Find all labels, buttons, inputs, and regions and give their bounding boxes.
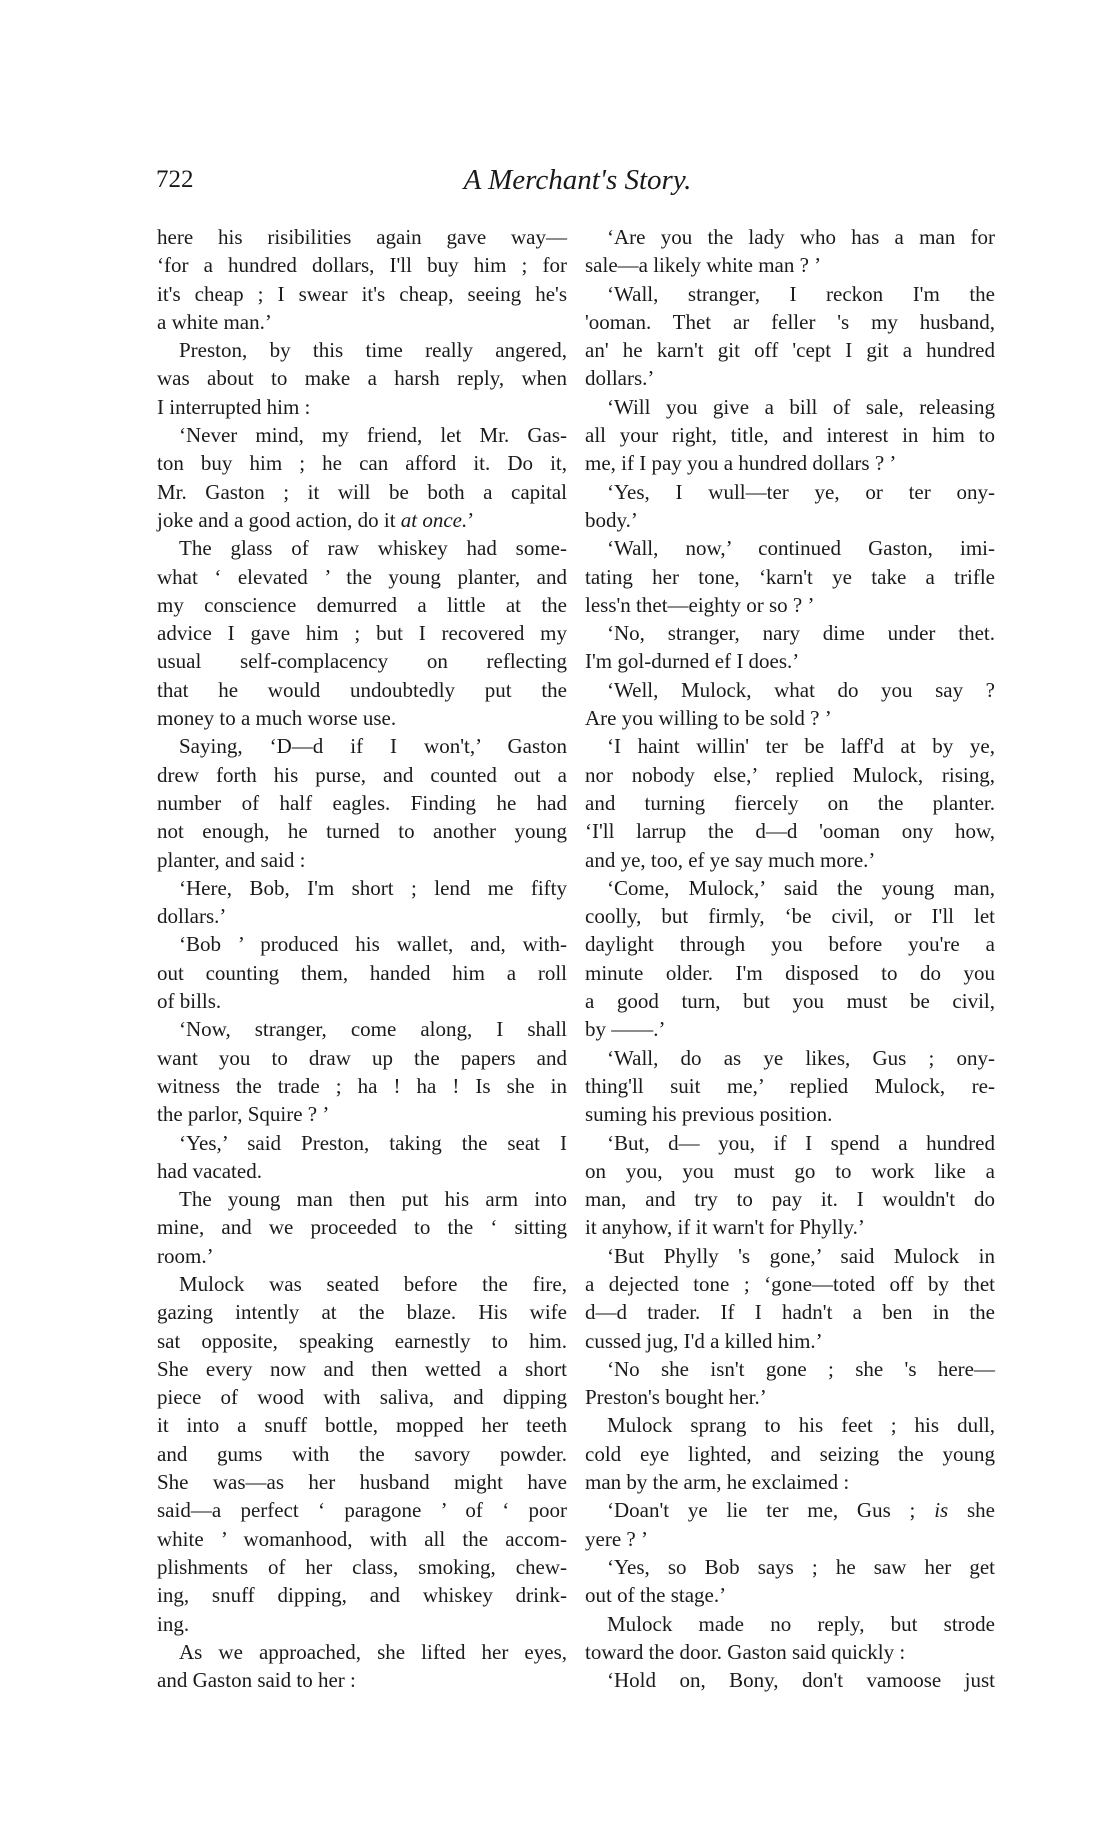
paragraph [157, 421, 567, 534]
text-line: ‘Yes, so Bob says ; he saw her get [607, 1554, 995, 1579]
text-line: ‘Are you the lady who has a man for [607, 225, 995, 249]
text-line: Mr. Gaston ; it will be both a capital [157, 479, 567, 504]
text-line: Are you willing to be sold ? ’ [585, 706, 832, 731]
paragraph [157, 534, 567, 732]
text-line: thing'll suit me,’ replied Mulock, re- [585, 1073, 995, 1098]
text-line: sat opposite, speaking earnestly to him. [157, 1328, 567, 1353]
text-line: ‘Wall, now,’ continued Gaston, imi- [607, 536, 995, 561]
text-line: Mulock sprang to his feet ; his dull, [607, 1413, 995, 1438]
text-segment: ‘Doan't ye lie ter me, Gus ; [607, 1498, 935, 1523]
text-line: and gums with the savory powder. [157, 1441, 567, 1466]
text-line: ‘I haint willin' ter be laff'd at by ye, [607, 734, 995, 759]
text-line: and ye, too, ef ye say much more.’ [585, 847, 876, 872]
paragraph [157, 223, 567, 336]
text-line [585, 1496, 995, 1524]
running-title: A Merchant's Story. [463, 164, 692, 196]
text-line: suming his previous position. [585, 1102, 833, 1127]
text-line: nor nobody else,’ replied Mulock, rising, [585, 762, 995, 787]
text-line [157, 506, 567, 534]
text-line: coolly, but firmly, ‘be civil, or I'll let [585, 904, 995, 929]
text-line: ‘Come, Mulock,’ said the young man, [607, 875, 995, 900]
text-line: said—a perfect ‘ paragone ’ of ‘ poor [157, 1498, 567, 1523]
text-line: ‘for a hundred dollars, I'll buy him ; for [157, 253, 567, 278]
text-line: number of half eagles. Finding he had [157, 790, 567, 815]
text-line: I'm gol-durned ef I does.’ [585, 649, 800, 674]
text-line: cussed jug, I'd a killed him.’ [585, 1328, 823, 1353]
italic-text: is [934, 1498, 949, 1523]
text-line: what ‘ elevated ’ the young planter, and [157, 564, 567, 589]
text-line: She was—as her husband might have [157, 1470, 567, 1495]
text-line: Preston's bought her.’ [585, 1385, 767, 1410]
paragraph [585, 619, 995, 676]
text-line: that he would undoubtedly put the [157, 677, 567, 702]
text-line: The glass of raw whiskey had some- [179, 536, 567, 561]
paragraph [585, 1411, 995, 1496]
text-line: ton buy him ; he can afford it. Do it, [157, 451, 567, 476]
text-line: Preston, by this time really angered, [179, 338, 567, 363]
text-line: planter, and said : [157, 847, 306, 872]
text-line: here his risibilities again gave way— [157, 225, 567, 249]
text-line: drew forth his purse, and counted out a [157, 762, 567, 787]
paragraph [585, 1610, 995, 1667]
text-segment: she [948, 1498, 995, 1523]
paragraph [585, 393, 995, 478]
text-line: advice I gave him ; but I recovered my [157, 621, 567, 646]
paragraph [585, 1553, 995, 1610]
text-line: out counting them, handed him a roll [157, 960, 567, 985]
paragraph [585, 1355, 995, 1412]
text-line: usual self-complacency on reflecting [157, 649, 567, 674]
text-line: ‘Now, stranger, come along, I shall [179, 1017, 567, 1042]
text-line: ‘Yes, I wull—ter ye, or ter ony- [607, 479, 995, 504]
text-line: money to a much worse use. [157, 706, 397, 731]
page-number: 722 [156, 166, 194, 193]
text-line: ‘Well, Mulock, what do you say ? [607, 677, 995, 702]
paragraph [157, 874, 567, 931]
text-line: not enough, he turned to another young [157, 819, 567, 844]
text-line: and Gaston said to her : [157, 1668, 356, 1693]
paragraph [585, 534, 995, 619]
paragraph [585, 1496, 995, 1553]
right-column [585, 223, 995, 1694]
paragraph [157, 1270, 567, 1638]
left-column [157, 223, 567, 1694]
text-line: yere ? ’ [585, 1526, 648, 1551]
text-line: sale—a likely white man ? ’ [585, 253, 822, 278]
text-line: She every now and then wetted a short [157, 1356, 567, 1381]
text-line: cold eye lighted, and seizing the young [585, 1441, 995, 1466]
text-line: body.’ [585, 507, 638, 532]
text-line: ‘Here, Bob, I'm short ; lend me fifty [179, 875, 567, 900]
paragraph [157, 1638, 567, 1695]
text-line: ing, snuff dipping, and whiskey drink- [157, 1583, 567, 1608]
text-line: and turning fiercely on the planter. [585, 790, 995, 815]
text-line: ‘No, stranger, nary dime under thet. [607, 621, 995, 646]
text-line: ‘I'll larrup the d—d 'ooman ony how, [585, 819, 995, 844]
text-line: ‘But, d— you, if I spend a hundred [607, 1130, 995, 1155]
text-line: minute older. I'm disposed to do you [585, 960, 995, 985]
text-line: dollars.’ [157, 904, 227, 929]
text-line: ‘Hold on, Bony, don't vamoose just [607, 1668, 995, 1693]
paragraph [585, 1242, 995, 1355]
text-line: tating her tone, ‘karn't ye take a trifle [585, 564, 995, 589]
text-line: piece of wood with saliva, and dipping [157, 1385, 567, 1410]
paragraph [157, 732, 567, 873]
text-line: ing. [157, 1611, 190, 1636]
text-line: Saying, ‘D—d if I won't,’ Gaston [179, 734, 567, 759]
text-line: ‘Never mind, my friend, let Mr. Gas- [179, 423, 567, 448]
text-line: plishments of her class, smoking, chew- [157, 1554, 567, 1579]
text-line: by ——.’ [585, 1017, 666, 1042]
text-line: ‘Yes,’ said Preston, taking the seat I [179, 1130, 567, 1155]
paragraph [157, 930, 567, 1015]
text-line: a white man.’ [157, 309, 272, 334]
text-line: toward the door. Gaston said quickly : [585, 1639, 906, 1664]
text-line: ‘Wall, stranger, I reckon I'm the [607, 281, 995, 306]
text-line: it's cheap ; I swear it's cheap, seeing he's [157, 281, 567, 306]
paragraph [585, 478, 995, 535]
text-line: 'ooman. Thet ar feller 's my husband, [585, 309, 995, 334]
text-line: mine, and we proceeded to the ‘ sitting [157, 1215, 567, 1240]
text-line: witness the trade ; ha ! ha ! Is she in [157, 1073, 567, 1098]
paragraph [157, 1129, 567, 1186]
paragraph [585, 223, 995, 280]
paragraph [157, 1015, 567, 1128]
text-line: my conscience demurred a little at the [157, 592, 567, 617]
text-line: As we approached, she lifted her eyes, [179, 1639, 567, 1664]
italic-text: at once. [400, 507, 468, 532]
text-line: the parlor, Squire ? ’ [157, 1102, 330, 1127]
text-line: want you to draw up the papers and [157, 1045, 567, 1070]
paragraph [585, 676, 995, 733]
text-line: d—d trader. If I hadn't a ben in the [585, 1300, 995, 1325]
text-segment: ’ [467, 507, 475, 532]
text-line: Mulock made no reply, but strode [607, 1611, 995, 1636]
paragraph [585, 1129, 995, 1242]
paragraph [585, 732, 995, 873]
text-line: a dejected tone ; ‘gone—toted off by thet [585, 1271, 995, 1296]
text-line: ‘But Phylly 's gone,’ said Mulock in [607, 1243, 995, 1268]
text-line: white ’ womanhood, with all the accom- [157, 1526, 567, 1551]
paragraph [585, 874, 995, 1044]
text-line: a good turn, but you must be civil, [585, 989, 995, 1014]
paragraph [585, 1044, 995, 1129]
text-line: ‘No she isn't gone ; she 's here— [607, 1356, 995, 1381]
text-line: ‘Bob ’ produced his wallet, and, with- [179, 932, 567, 957]
text-line: gazing intently at the blaze. His wife [157, 1300, 567, 1325]
text-line: room.’ [157, 1243, 214, 1268]
text-line: Mulock was seated before the fire, [179, 1271, 567, 1296]
text-line: dollars.’ [585, 366, 655, 391]
text-line: daylight through you before you're a [585, 932, 995, 957]
text-line: me, if I pay you a hundred dollars ? ’ [585, 451, 897, 476]
text-line: was about to make a harsh reply, when [157, 366, 567, 391]
paragraph [585, 1666, 995, 1694]
text-line: ‘Wall, do as ye likes, Gus ; ony- [607, 1045, 995, 1070]
text-line: out of the stage.’ [585, 1583, 727, 1608]
paragraph [585, 280, 995, 393]
paragraph [157, 1185, 567, 1270]
text-line: all your right, title, and interest in him to [585, 423, 995, 448]
text-line: man, and try to pay it. I wouldn't do [585, 1187, 995, 1212]
text-line: an' he karn't git off 'cept I git a hundred [585, 338, 995, 363]
text-line: had vacated. [157, 1158, 262, 1183]
text-line: of bills. [157, 989, 222, 1014]
text-line: less'n thet—eighty or so ? ’ [585, 592, 815, 617]
text-line: ‘Will you give a bill of sale, releasing [607, 394, 995, 419]
text-line: it into a snuff bottle, mopped her teeth [157, 1413, 567, 1438]
text-line: it anyhow, if it warn't for Phylly.’ [585, 1215, 865, 1240]
text-segment: joke and a good action, do it [157, 507, 401, 532]
text-line: on you, you must go to work like a [585, 1158, 995, 1183]
text-line: I interrupted him : [157, 394, 311, 419]
text-line: The young man then put his arm into [179, 1187, 567, 1212]
paragraph [157, 336, 567, 421]
text-line: man by the arm, he exclaimed : [585, 1470, 850, 1495]
